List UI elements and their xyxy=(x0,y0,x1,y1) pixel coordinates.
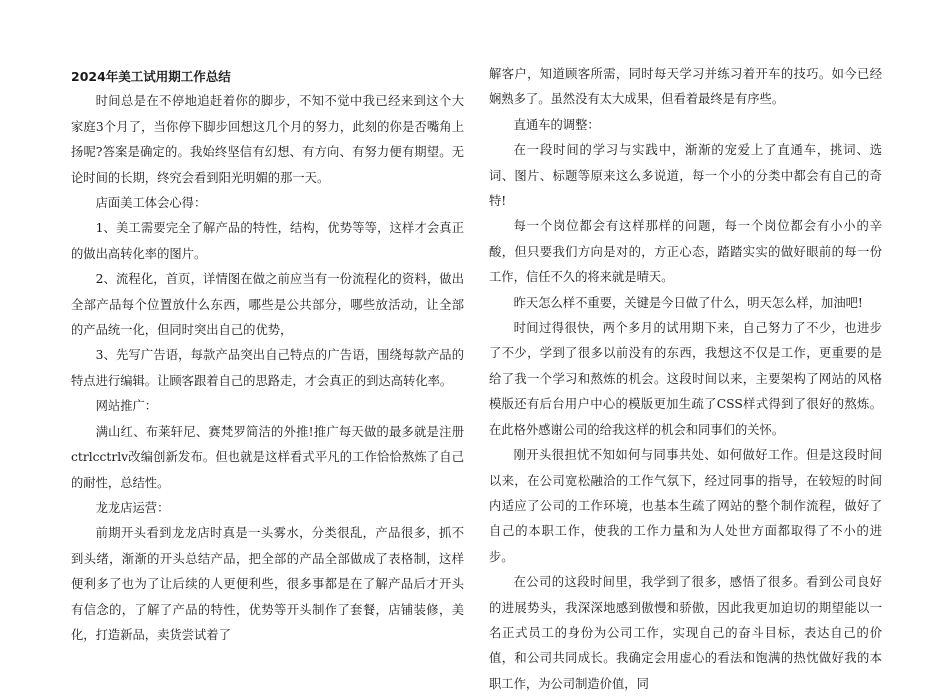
right-column xyxy=(489,62,882,697)
section-heading: 网站推广： xyxy=(95,399,158,414)
section-heading: 直通车的调整： xyxy=(513,117,600,132)
paragraph: 时间过得很快，两个多月的试用期下来，自己努力了不少，也进步了不少，学到了很多以前没有的东西，我想这不仅是工作，更重要的是给了我一个学习和熬炼的机会。这段时间以来，主要架构了网站的风格模版还有后台用户中心的模版更加生疏了CSS样式得到了很好的熬炼。在此格外感谢公司的给我这样的机会和同事们的关怀。 xyxy=(489,321,882,437)
paragraph: 每一个岗位都会有这样那样的问题，每一个岗位都会有小小的辛酸，但只要我们方向是对的，方正心态，踏踏实实的做好眼前的每一份工作，信任不久的将来就是晴天。 xyxy=(489,219,882,285)
paragraph: 在公司的这段时间里，我学到了很多，感悟了很多。看到公司良好的进展势头，我深深地感到傲慢和骄傲，因此我更加迫切的期望能以一名正式员工的身份为公司工作，实现自己的奋斗目标，表达自己的价值，和公司共同成长。我确定会用虚心的看法和饱满的热忱做好我的本职工作，为公司制造价值，同 xyxy=(489,575,882,691)
paragraph: 在一段时间的学习与实践中，渐渐的宠爱上了直通车，挑词、选词、图片、标题等原来这么多说道，每一个小的分类中都会有自己的奇特! xyxy=(489,143,882,209)
paragraph: 2、流程化，首页，详情图在做之前应当有一份流程化的资料，做出全部产品每个位置放什么东西，哪些是公共部分，哪些放活动，让全部的产品统一化，但同时突出自己的优势， xyxy=(71,272,464,338)
section-heading: 龙龙店运营： xyxy=(95,500,170,515)
paragraph: 时间总是在不停地追赶着你的脚步，不知不觉中我已经来到这个大家庭3个月了，当你停下脚步回想这几个月的努力，此刻的你是否嘴角上扬呢?答案是确定的。我始终坚信有幻想、有方向、有努力便有期望。无论时间的长期，终究会看到阳光明媚的那一天。 xyxy=(71,94,464,185)
document-title: 2024年美工试用期工作总结 xyxy=(71,69,231,84)
section-heading: 店面美工体会心得： xyxy=(95,196,207,211)
paragraph: 昨天怎么样不重要，关键是今日做了什么，明天怎么样，加油吧! xyxy=(513,295,863,310)
paragraph: 前期开头看到龙龙店时真是一头雾水，分类很乱，产品很多，抓不到头绪，渐渐的开头总结产品，把全部的产品全部做成了表格制，这样便利多了也为了让后续的人更便利些，很多事都是在了解产品后才开头有信念的，了解了产品的特性，优势等开头制作了套餐，店铺装修，美化，打造新品，卖货尝试着了 xyxy=(71,526,464,642)
paragraph-continued: 解客户，知道顾客所需，同时每天学习并练习着开车的技巧。如今已经娴熟多了。虽然没有太大成果，但看着最终是有序些。 xyxy=(489,67,882,107)
paragraph: 1、美工需要完全了解产品的特性，结构，优势等等，这样才会真正的做出高转化率的图片。 xyxy=(71,221,464,261)
paragraph: 刚开头很担忧不知如何与同事共处、如何做好工作。但是这段时间以来，在公司宽松融洽的工作气氛下，经过同事的指导，在较短的时间内适应了公司的工作环境，也基本生疏了网站的整个制作流程，做好了自己的本职工作，使我的工作力量和为人处世方面都取得了不小的进步。 xyxy=(489,448,882,564)
paragraph: 满山红、布莱轩尼、赛梵罗简洁的外推!推广每天做的最多就是注册ctrlcctrlv改编创新发布。但也就是这样看式平凡的工作恰恰熬炼了自己的耐性，总结性。 xyxy=(71,424,464,490)
paragraph: 3、先写广告语，每款产品突出自己特点的广告语，围绕每款产品的特点进行编辑。让顾客跟着自己的思路走，才会真正的到达高转化率。 xyxy=(71,348,464,388)
left-column xyxy=(71,62,464,648)
